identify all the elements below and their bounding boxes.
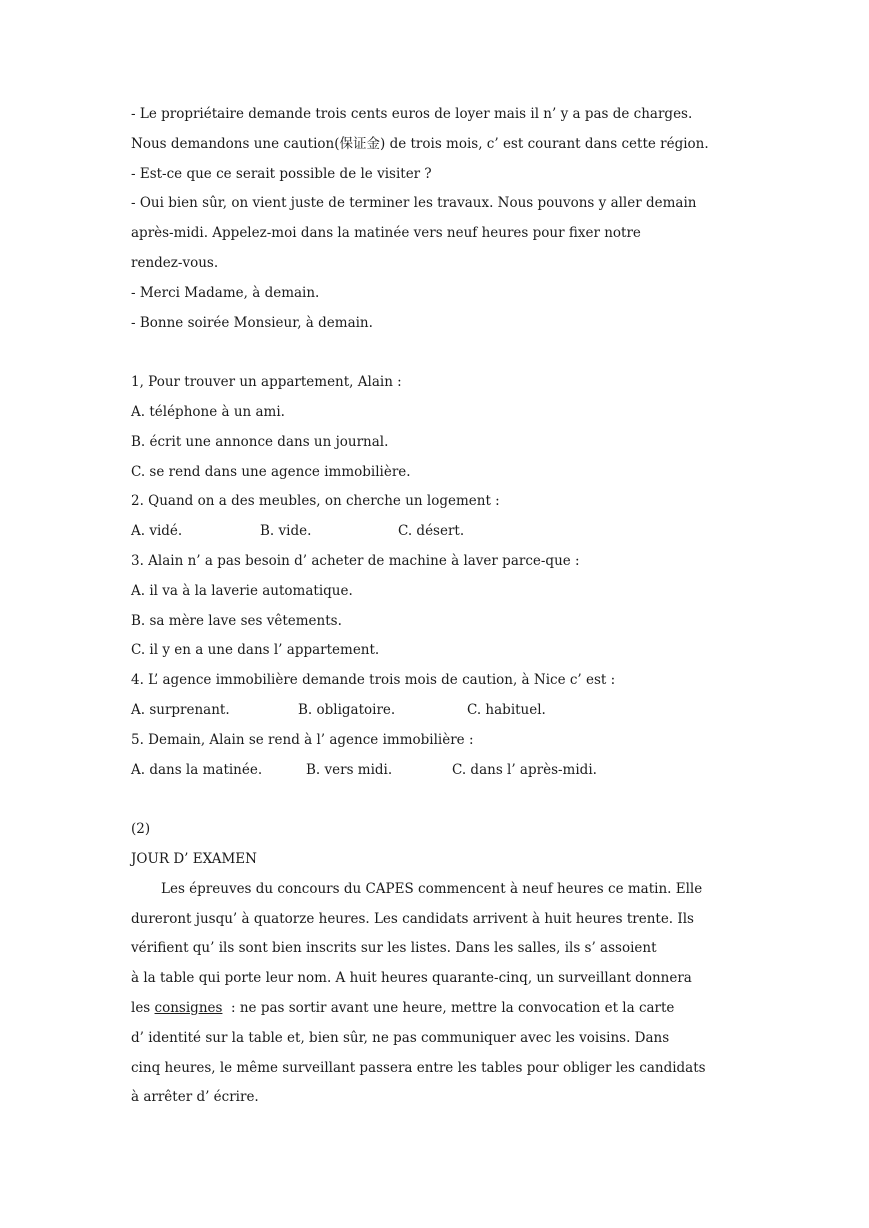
question-2-option-a: A. vidé. [131, 523, 183, 540]
question-2-option-c: C. désert. [398, 523, 465, 540]
section-title: JOUR D’ EXAMEN [131, 850, 257, 867]
section-number: (2) [131, 821, 151, 838]
line-suffix: : ne pas sortir avant une heure, mettre la convocation et la carte [222, 999, 675, 1016]
question-1-option-b: B. écrit une annonce dans un journal. [131, 433, 389, 450]
paragraph-line: d’ identité sur la table et, bien sûr, ne pas communiquer avec les voisins. Dans [131, 1029, 670, 1046]
question-3-option-c: C. il y en a une dans l’ appartement. [131, 642, 380, 659]
paragraph-line: Les épreuves du concours du CAPES commencent à neuf heures ce matin. Elle [161, 880, 703, 897]
question-4-option-b: B. obligatoire. [298, 701, 396, 718]
paragraph-line: vérifient qu’ ils sont bien inscrits sur les listes. Dans les salles, ils s’ assoient [131, 940, 657, 957]
question-5-option-b: B. vers midi. [306, 761, 393, 778]
paragraph-line: dureront jusqu’ à quatorze heures. Les candidats arrivent à huit heures trente. Ils [131, 910, 694, 927]
question-2-option-b: B. vide. [260, 523, 312, 540]
question-1-stem: 1, Pour trouver un appartement, Alain : [131, 374, 402, 391]
question-4-option-a: A. surprenant. [131, 701, 230, 718]
question-3-option-b: B. sa mère lave ses vêtements. [131, 612, 342, 629]
dialogue-line: - Le propriétaire demande trois cents euros de loyer mais il n’ y a pas de charges. [131, 106, 693, 122]
question-4-options [131, 696, 741, 726]
dialogue-line: - Merci Madame, à demain. [131, 284, 320, 301]
question-5-options [131, 756, 741, 786]
spacer [131, 785, 741, 815]
paragraph-line [131, 994, 741, 1024]
dialogue-line: - Est-ce que ce serait possible de le visiter ? [131, 165, 432, 182]
dialogue-line: - Oui bien sûr, on vient juste de terminer les travaux. Nous pouvons y aller demain [131, 195, 697, 212]
question-4-stem: 4. L’ agence immobilière demande trois mois de caution, à Nice c’ est : [131, 672, 616, 689]
dialogue-line: Nous demandons une caution(保证金) de trois mois, c’ est courant dans cette région. [131, 135, 709, 152]
spacer [131, 338, 741, 368]
line-prefix: les [131, 999, 151, 1016]
underlined-word: consignes [154, 999, 223, 1016]
question-2-stem: 2. Quand on a des meubles, on cherche un logement : [131, 493, 500, 510]
question-5-stem: 5. Demain, Alain se rend à l’ agence immobilière : [131, 731, 474, 748]
paragraph-line: à la table qui porte leur nom. A huit heures quarante-cinq, un surveillant donnera [131, 970, 692, 987]
question-5-option-a: A. dans la matinée. [131, 761, 263, 778]
question-4-option-c: C. habituel. [467, 701, 546, 718]
paragraph-line: cinq heures, le même surveillant passera entre les tables pour obliger les candidats [131, 1059, 706, 1076]
question-2-options [131, 517, 741, 547]
paragraph-line: à arrêter d’ écrire. [131, 1089, 259, 1106]
question-3-option-a: A. il va à la laverie automatique. [131, 582, 353, 599]
question-1-option-a: A. téléphone à un ami. [131, 403, 285, 420]
dialogue-line: - Bonne soirée Monsieur, à demain. [131, 314, 373, 331]
document-page [131, 100, 741, 1113]
dialogue-line: rendez-vous. [131, 254, 219, 271]
dialogue-line: après-midi. Appelez-moi dans la matinée vers neuf heures pour fixer notre [131, 225, 641, 242]
question-3-stem: 3. Alain n’ a pas besoin d’ acheter de machine à laver parce-que : [131, 552, 580, 569]
question-1-option-c: C. se rend dans une agence immobilière. [131, 463, 411, 480]
question-5-option-c: C. dans l’ après-midi. [452, 761, 597, 778]
